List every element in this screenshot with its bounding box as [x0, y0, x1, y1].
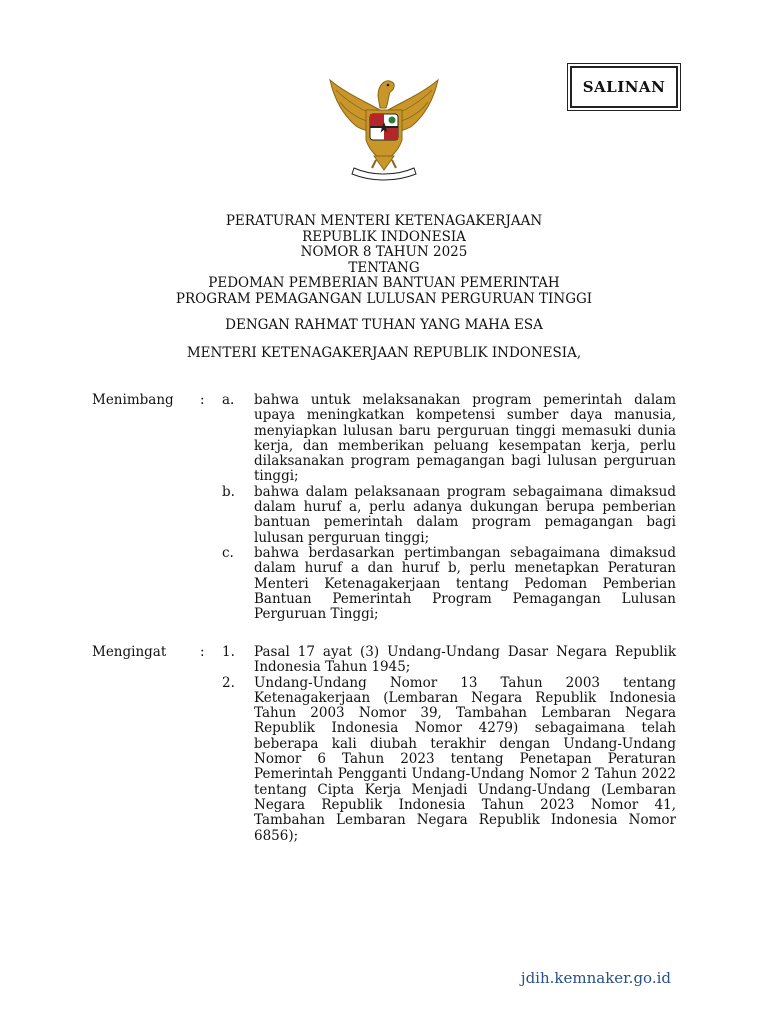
mengingat-label: Mengingat [92, 644, 167, 660]
garuda-pancasila-icon [322, 70, 446, 182]
item-text: Pasal 17 ayat (3) Undang-Undang Dasar Negara Republik Indonesia Tahun 1945; [254, 644, 676, 676]
list-item [222, 485, 676, 546]
list-item [222, 645, 676, 676]
title-line: PEDOMAN PEMBERIAN BANTUAN PEMERINTAH [208, 275, 560, 291]
item-text: bahwa berdasarkan pertimbangan sebagaimana dimaksud dalam huruf a dan huruf b, perlu menetapkan Peraturan Menteri Ketenagakerjaan tentang Pedoman Pemberian Bantuan Pemerintah Program Pemagangan Lulusan Perguruan Tinggi; [254, 544, 676, 623]
menimbang-row-a [92, 393, 676, 485]
item-text: bahwa untuk melaksanakan program pemerintah dalam upaya meningkatkan kompetensi sumber daya manusia, menyiapkan lulusan baru perguruan tinggi memasuki dunia kerja, dan memberikan peluang kesempatan kerja, perlu dilaksanakan program pemagangan bagi lulusan perguruan tinggi; [254, 392, 676, 485]
colon: : [200, 392, 205, 408]
menimbang-row-b [92, 485, 676, 546]
title-line: REPUBLIK INDONESIA [302, 228, 466, 245]
item-mark: a. [222, 392, 235, 408]
list-item [222, 393, 676, 485]
invocation: DENGAN RAHMAT TUHAN YANG MAHA ESA [225, 317, 543, 333]
minister-line: MENTERI KETENAGAKERJAAN REPUBLIK INDONESIA, [186, 345, 582, 361]
item-text: Undang-Undang Nomor 13 Tahun 2003 tentang Ketenagakerjaan (Lembaran Negara Republik Indonesia Tahun 2003 Nomor 39, Tambahan Lembaran Negara Republik Indonesia Nomor 4279) sebagaimana telah beberapa kali diubah terakhir dengan Undang-Undang Nomor 6 Tahun 2023 tentang Penetapan Peraturan Pemerintah Pengganti Undang-Undang Nomor 2 Tahun 2022 tentang Cipta Kerja Menjadi Undang-Undang (Lembaran Negara Republik Indonesia Tahun 2023 Nomor 41, Tambahan Lembaran Negara Republik Indonesia Nomor 6856); [254, 674, 676, 844]
item-mark: c. [222, 544, 234, 561]
menimbang-label: Menimbang [92, 392, 174, 408]
salinan-stamp: SALINAN [570, 66, 678, 108]
list-item [222, 676, 676, 844]
jdih-link[interactable]: jdih.kemnaker.go.id [520, 969, 671, 987]
title-line: PERATURAN MENTERI KETENAGAKERJAAN [225, 213, 543, 229]
mengingat-section [92, 645, 676, 844]
item-text: bahwa dalam pelaksanaan program sebagaimana dimaksud dalam huruf a, perlu adanya dukungan berupa pemberian bantuan pemerintah dalam program pemagangan bagi lulusan perguruan tinggi; [254, 483, 676, 546]
menimbang-section [92, 393, 676, 622]
menimbang-row-c [92, 546, 676, 622]
mengingat-row-1 [92, 645, 676, 676]
colon: : [200, 644, 205, 660]
title-line: PROGRAM PEMAGANGAN LULUSAN PERGURUAN TINGGI [175, 290, 593, 307]
title-line: TENTANG [348, 259, 420, 276]
item-mark: 1. [222, 644, 235, 660]
list-item [222, 546, 676, 622]
mengingat-row-2 [92, 676, 676, 844]
item-mark: b. [222, 483, 235, 500]
regulation-title [60, 214, 708, 307]
title-line: NOMOR 8 TAHUN 2025 [300, 244, 468, 260]
item-mark: 2. [222, 674, 235, 691]
